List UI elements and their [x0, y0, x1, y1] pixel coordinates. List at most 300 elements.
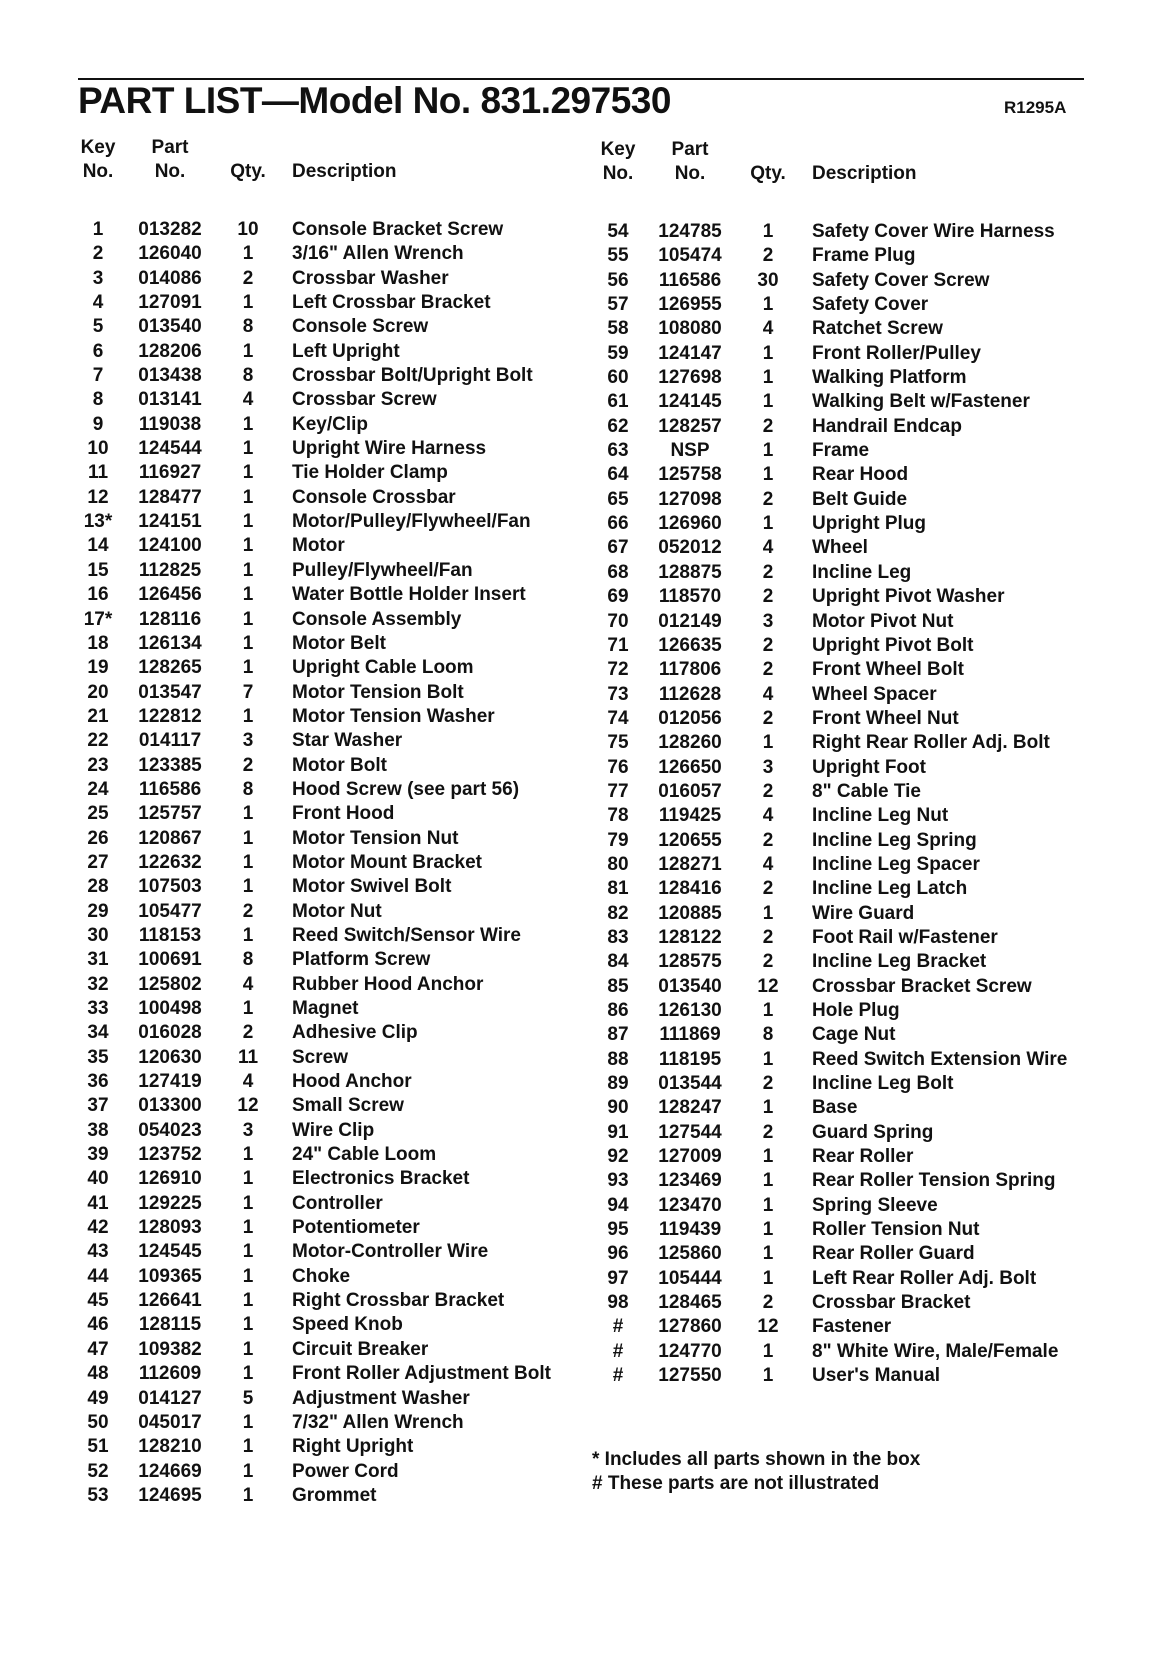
part-no: 127698	[658, 367, 722, 389]
part-no: 128260	[658, 732, 722, 754]
table-row	[592, 1096, 1112, 1120]
key-no: 15	[87, 559, 109, 581]
key-no: 20	[87, 681, 109, 703]
table-row	[72, 559, 592, 583]
table-row	[72, 1192, 592, 1216]
part-no: 012149	[658, 610, 722, 632]
description: Foot Rail w/Fastener	[812, 926, 998, 948]
description: Upright Pivot Washer	[812, 586, 1005, 608]
footnotes	[592, 1448, 920, 1496]
table-row	[72, 802, 592, 826]
table-row	[72, 1240, 592, 1264]
description: Reed Switch Extension Wire	[812, 1048, 1068, 1070]
table-row	[592, 488, 1112, 512]
qty: 1	[762, 1194, 774, 1216]
key-no: 13*	[83, 511, 113, 533]
table-row	[72, 242, 592, 266]
part-no: 128122	[658, 926, 722, 948]
qty: 1	[762, 294, 774, 316]
table-row	[72, 1362, 592, 1386]
qty: 4	[242, 973, 254, 995]
description: Belt Guide	[812, 488, 908, 510]
description-header: Description	[812, 163, 917, 184]
qty: 1	[762, 1048, 774, 1070]
key-no: 97	[607, 1267, 629, 1289]
key-no: 24	[87, 778, 109, 800]
table-row	[592, 1242, 1112, 1266]
qty: 8	[242, 365, 254, 387]
qty: 8	[242, 316, 254, 338]
description: Crossbar Screw	[292, 389, 437, 411]
part-no: 116927	[138, 462, 202, 484]
table-row	[592, 1364, 1112, 1388]
qty: 1	[762, 1219, 774, 1241]
table-row	[72, 608, 592, 632]
table-row	[592, 1194, 1112, 1218]
description: Reed Switch/Sensor Wire	[292, 924, 521, 946]
part-no: 122812	[138, 705, 202, 727]
part-no: 014127	[138, 1387, 202, 1409]
qty: 1	[242, 657, 254, 679]
qty: 1	[242, 827, 254, 849]
description: Wheel	[812, 537, 868, 559]
qty: 1	[762, 1365, 774, 1387]
page-title: PART LIST—Model No. 831.297530	[78, 80, 671, 121]
key-no: 6	[92, 340, 104, 362]
qty: 1	[242, 1241, 254, 1263]
table-row	[592, 610, 1112, 634]
key-no: 56	[607, 269, 629, 291]
part-no: 123470	[658, 1194, 722, 1216]
description: Right Crossbar Bracket	[292, 1290, 505, 1312]
part-no: 119425	[658, 805, 722, 827]
qty: 1	[242, 1411, 254, 1433]
qty: 2	[762, 926, 774, 948]
key-no: 58	[607, 318, 629, 340]
key-no: 86	[607, 1000, 629, 1021]
description: Roller Tension Nut	[812, 1219, 980, 1241]
description: Motor Tension Bolt	[292, 681, 464, 703]
qty: 1	[762, 1267, 774, 1289]
table-header	[72, 136, 592, 198]
part-no: 100498	[138, 998, 202, 1019]
description: Key/Clip	[292, 413, 369, 435]
key-no: 89	[607, 1073, 629, 1095]
qty: 1	[762, 391, 774, 413]
table-row	[592, 1218, 1112, 1242]
description: Electronics Bracket	[292, 1168, 470, 1190]
key-no: 7	[92, 365, 104, 387]
part-no: NSP	[670, 440, 710, 462]
key-no: 8	[92, 389, 104, 411]
table-row	[592, 317, 1112, 341]
part-no: 128875	[658, 561, 722, 583]
key-no: 46	[87, 1314, 109, 1336]
table-row	[592, 683, 1112, 707]
key-no: 3	[92, 267, 104, 289]
part-no: 013141	[138, 389, 202, 411]
part-no: 105477	[138, 900, 202, 922]
key-no: 60	[607, 367, 629, 389]
key-no: 41	[87, 1192, 109, 1214]
description: Wire Guard	[812, 902, 915, 924]
qty: 1	[762, 1146, 774, 1168]
key-no: 52	[87, 1460, 109, 1482]
table-row	[72, 1143, 592, 1167]
table-row	[72, 315, 592, 339]
description: Walking Platform	[812, 367, 967, 389]
qty: 30	[757, 269, 779, 291]
table-row	[72, 340, 592, 364]
part-no: 126040	[138, 243, 202, 265]
part-no: 128247	[658, 1097, 722, 1119]
part-no: 120867	[138, 827, 202, 849]
table-row	[592, 829, 1112, 853]
qty: 1	[242, 462, 254, 484]
qty: 2	[762, 1292, 774, 1314]
table-row	[72, 924, 592, 948]
description: Incline Leg Latch	[812, 878, 968, 900]
qty: 1	[242, 1144, 254, 1166]
description: Upright Wire Harness	[292, 438, 487, 460]
qty: 8	[242, 949, 254, 971]
key-no: 34	[87, 1022, 109, 1044]
qty: 10	[237, 219, 259, 240]
qty: 11	[237, 1046, 259, 1068]
table-row	[72, 1070, 592, 1094]
part-no: 128416	[658, 878, 722, 900]
table-row	[592, 877, 1112, 901]
qty: 7	[242, 681, 254, 703]
table-row	[592, 731, 1112, 755]
qty: 1	[242, 413, 254, 435]
table-row	[72, 973, 592, 997]
qty: 2	[762, 586, 774, 608]
qty: 1	[762, 732, 774, 754]
part-no: 124544	[138, 438, 202, 460]
qty: 1	[242, 608, 254, 630]
qty: 3	[762, 756, 774, 778]
qty: 5	[242, 1387, 254, 1409]
table-row	[72, 583, 592, 607]
part-no: 128093	[138, 1217, 202, 1239]
part-no: 128206	[138, 340, 202, 362]
description: Motor-Controller Wire	[292, 1241, 489, 1263]
part-no: 127098	[658, 488, 722, 510]
table-row	[72, 364, 592, 388]
part-no: 016057	[658, 780, 722, 802]
qty: 2	[762, 951, 774, 973]
part-no: 054023	[138, 1119, 202, 1141]
description: Right Rear Roller Adj. Bolt	[812, 732, 1050, 754]
table-row	[72, 900, 592, 924]
key-no: 27	[87, 851, 109, 873]
part-no-header: Part No.	[151, 137, 189, 182]
qty: 2	[242, 1022, 254, 1044]
part-no: 124100	[138, 535, 202, 557]
description: Motor/Pulley/Flywheel/Fan	[292, 511, 531, 533]
qty: 1	[242, 1436, 254, 1458]
qty: 4	[762, 683, 774, 705]
qty: 1	[242, 803, 254, 825]
key-no: 2	[92, 243, 104, 265]
key-no: 73	[607, 683, 629, 705]
table-row	[592, 926, 1112, 950]
key-no: 29	[87, 900, 109, 922]
description: Controller	[292, 1192, 383, 1214]
description: Water Bottle Holder Insert	[292, 584, 526, 606]
table-row	[72, 827, 592, 851]
table-row	[72, 1313, 592, 1337]
key-no: 59	[607, 342, 629, 364]
qty: 2	[242, 267, 254, 289]
table-row	[592, 634, 1112, 658]
key-no: 38	[87, 1119, 109, 1141]
qty: 1	[242, 924, 254, 946]
key-no: 14	[87, 535, 109, 557]
part-no: 052012	[658, 537, 722, 559]
qty: 12	[237, 1095, 259, 1117]
description: Guard Spring	[812, 1121, 934, 1143]
key-no: 94	[607, 1194, 629, 1216]
table-row	[592, 1023, 1112, 1047]
description: 8" White Wire, Male/Female	[812, 1340, 1059, 1362]
part-no: 127860	[658, 1316, 722, 1338]
qty: 2	[242, 900, 254, 922]
part-no: 126910	[138, 1168, 202, 1190]
qty: 2	[762, 1121, 774, 1143]
part-no: 126134	[138, 632, 202, 654]
table-row	[592, 1291, 1112, 1315]
key-no: 75	[607, 732, 629, 754]
qty: 1	[762, 1170, 774, 1192]
description: Tie Holder Clamp	[292, 462, 448, 484]
part-no: 124145	[658, 391, 722, 413]
part-no: 012056	[658, 707, 722, 729]
qty: 1	[762, 513, 774, 535]
table-row	[592, 1145, 1112, 1169]
part-no: 128116	[138, 608, 202, 630]
key-no: #	[612, 1365, 624, 1387]
table-row	[592, 658, 1112, 682]
key-no: 50	[87, 1411, 109, 1433]
table-row	[72, 997, 592, 1021]
table-row	[72, 1216, 592, 1240]
key-no: 76	[607, 756, 629, 778]
part-no: 126635	[658, 634, 722, 656]
qty: 1	[762, 1243, 774, 1265]
table-row	[592, 342, 1112, 366]
description: Safety Cover	[812, 294, 929, 316]
key-no: 70	[607, 610, 629, 632]
table-row	[72, 1387, 592, 1411]
table-row	[72, 1411, 592, 1435]
qty: 1	[762, 1000, 774, 1021]
qty: 1	[242, 1363, 254, 1385]
qty: 1	[242, 292, 254, 314]
qty: 4	[242, 1071, 254, 1093]
qty: 1	[242, 1484, 254, 1506]
description: Crossbar Washer	[292, 267, 449, 289]
part-no: 112628	[658, 683, 722, 705]
not-illustrated-note: # These parts are not illustrated	[592, 1473, 880, 1494]
key-no: 62	[607, 415, 629, 437]
part-no: 127550	[658, 1365, 722, 1387]
parts-table-right	[592, 138, 1112, 1389]
key-no: 30	[87, 924, 109, 946]
qty: 3	[762, 610, 774, 632]
qty: 4	[762, 805, 774, 827]
part-no: 124147	[658, 342, 722, 364]
qty: 4	[762, 537, 774, 559]
key-no: 81	[607, 878, 629, 900]
qty: 1	[762, 221, 774, 242]
key-no: 23	[87, 754, 109, 776]
table-row	[592, 707, 1112, 731]
table-row	[592, 950, 1112, 974]
part-no: 013300	[138, 1095, 202, 1117]
description: Front Roller Adjustment Bolt	[292, 1363, 551, 1385]
description: Safety Cover Screw	[812, 269, 990, 291]
table-header	[592, 138, 1112, 200]
table-row	[592, 1315, 1112, 1339]
table-row	[72, 1338, 592, 1362]
description: Rear Roller Tension Spring	[812, 1170, 1056, 1192]
table-row	[592, 1267, 1112, 1291]
table-row	[592, 999, 1112, 1023]
description: Front Wheel Nut	[812, 707, 959, 729]
key-no: 71	[607, 634, 629, 656]
key-no: 53	[87, 1484, 109, 1506]
table-row	[592, 439, 1112, 463]
part-no-header: Part No.	[671, 139, 709, 184]
qty: 8	[762, 1024, 774, 1046]
table-row	[72, 291, 592, 315]
table-row	[72, 1484, 592, 1508]
key-no: 90	[607, 1097, 629, 1119]
part-no: 126456	[138, 584, 202, 606]
table-row	[72, 1021, 592, 1045]
qty: 2	[762, 561, 774, 583]
part-no: 013540	[658, 975, 722, 997]
key-no: 32	[87, 973, 109, 995]
qty: 2	[762, 488, 774, 510]
part-no: 116586	[658, 269, 722, 291]
description: Motor	[292, 535, 345, 557]
table-row	[72, 632, 592, 656]
part-no: 119439	[658, 1219, 722, 1241]
description: Front Hood	[292, 803, 395, 825]
part-no: 122632	[138, 851, 202, 873]
description: Pulley/Flywheel/Fan	[292, 559, 473, 581]
part-no: 128477	[138, 486, 202, 508]
qty: 1	[242, 1290, 254, 1312]
description: Choke	[292, 1265, 351, 1287]
key-no: 47	[87, 1338, 109, 1360]
key-no: 51	[87, 1436, 109, 1458]
key-no: 77	[607, 780, 629, 802]
part-no: 105474	[658, 245, 722, 267]
table-row	[72, 486, 592, 510]
qty: 2	[762, 707, 774, 729]
parts-rows-right	[592, 220, 1112, 1389]
part-no: 127419	[138, 1071, 202, 1093]
key-no: 96	[607, 1243, 629, 1265]
parts-rows-left	[72, 218, 592, 1508]
qty: 1	[242, 559, 254, 581]
table-row	[592, 585, 1112, 609]
table-row	[592, 756, 1112, 780]
description: Motor Tension Nut	[292, 827, 459, 849]
qty: 2	[762, 829, 774, 851]
part-no: 126960	[658, 513, 722, 535]
part-no: 112825	[138, 559, 202, 581]
part-no: 124669	[138, 1460, 202, 1482]
description: Crossbar Bolt/Upright Bolt	[292, 365, 533, 387]
description: Incline Leg Bracket	[812, 951, 987, 973]
table-row	[72, 729, 592, 753]
part-no: 128465	[658, 1292, 722, 1314]
qty: 1	[242, 511, 254, 533]
key-no: 61	[607, 391, 629, 413]
part-no: 126641	[138, 1290, 202, 1312]
key-no: 65	[607, 488, 629, 510]
description: Motor Swivel Bolt	[292, 876, 452, 898]
description: Fastener	[812, 1316, 892, 1338]
qty: 8	[242, 778, 254, 800]
key-no: 40	[87, 1168, 109, 1190]
table-row	[72, 851, 592, 875]
part-no: 109365	[138, 1265, 202, 1287]
part-no: 123469	[658, 1170, 722, 1192]
description: Motor Bolt	[292, 754, 387, 776]
key-no: 67	[607, 537, 629, 559]
key-no: 1	[92, 219, 104, 240]
part-no: 123385	[138, 754, 202, 776]
key-no: 12	[87, 486, 109, 508]
table-row	[592, 536, 1112, 560]
part-no: 013438	[138, 365, 202, 387]
qty: 1	[762, 902, 774, 924]
part-no: 126955	[658, 294, 722, 316]
part-no: 107503	[138, 876, 202, 898]
key-no: 28	[87, 876, 109, 898]
description: Hood Screw (see part 56)	[292, 778, 520, 800]
table-row	[72, 1094, 592, 1118]
qty: 1	[242, 1217, 254, 1239]
key-no: 57	[607, 294, 629, 316]
table-row	[72, 437, 592, 461]
part-no: 127091	[138, 292, 202, 314]
part-no: 120885	[658, 902, 722, 924]
part-no: 124785	[658, 221, 722, 242]
part-no: 125757	[138, 803, 202, 825]
part-no: 108080	[658, 318, 722, 340]
description: Star Washer	[292, 730, 403, 752]
key-no: 95	[607, 1219, 629, 1241]
part-no: 128271	[658, 853, 722, 875]
key-no: 83	[607, 926, 629, 948]
key-no: 25	[87, 803, 109, 825]
parts-table-left	[72, 136, 592, 1508]
part-no: 128115	[138, 1314, 202, 1336]
key-no: 33	[87, 998, 109, 1019]
key-no: 43	[87, 1241, 109, 1263]
qty-header: Qty.	[230, 161, 266, 182]
qty: 1	[242, 632, 254, 654]
part-no: 117806	[658, 659, 722, 681]
description: Front Wheel Bolt	[812, 659, 964, 681]
